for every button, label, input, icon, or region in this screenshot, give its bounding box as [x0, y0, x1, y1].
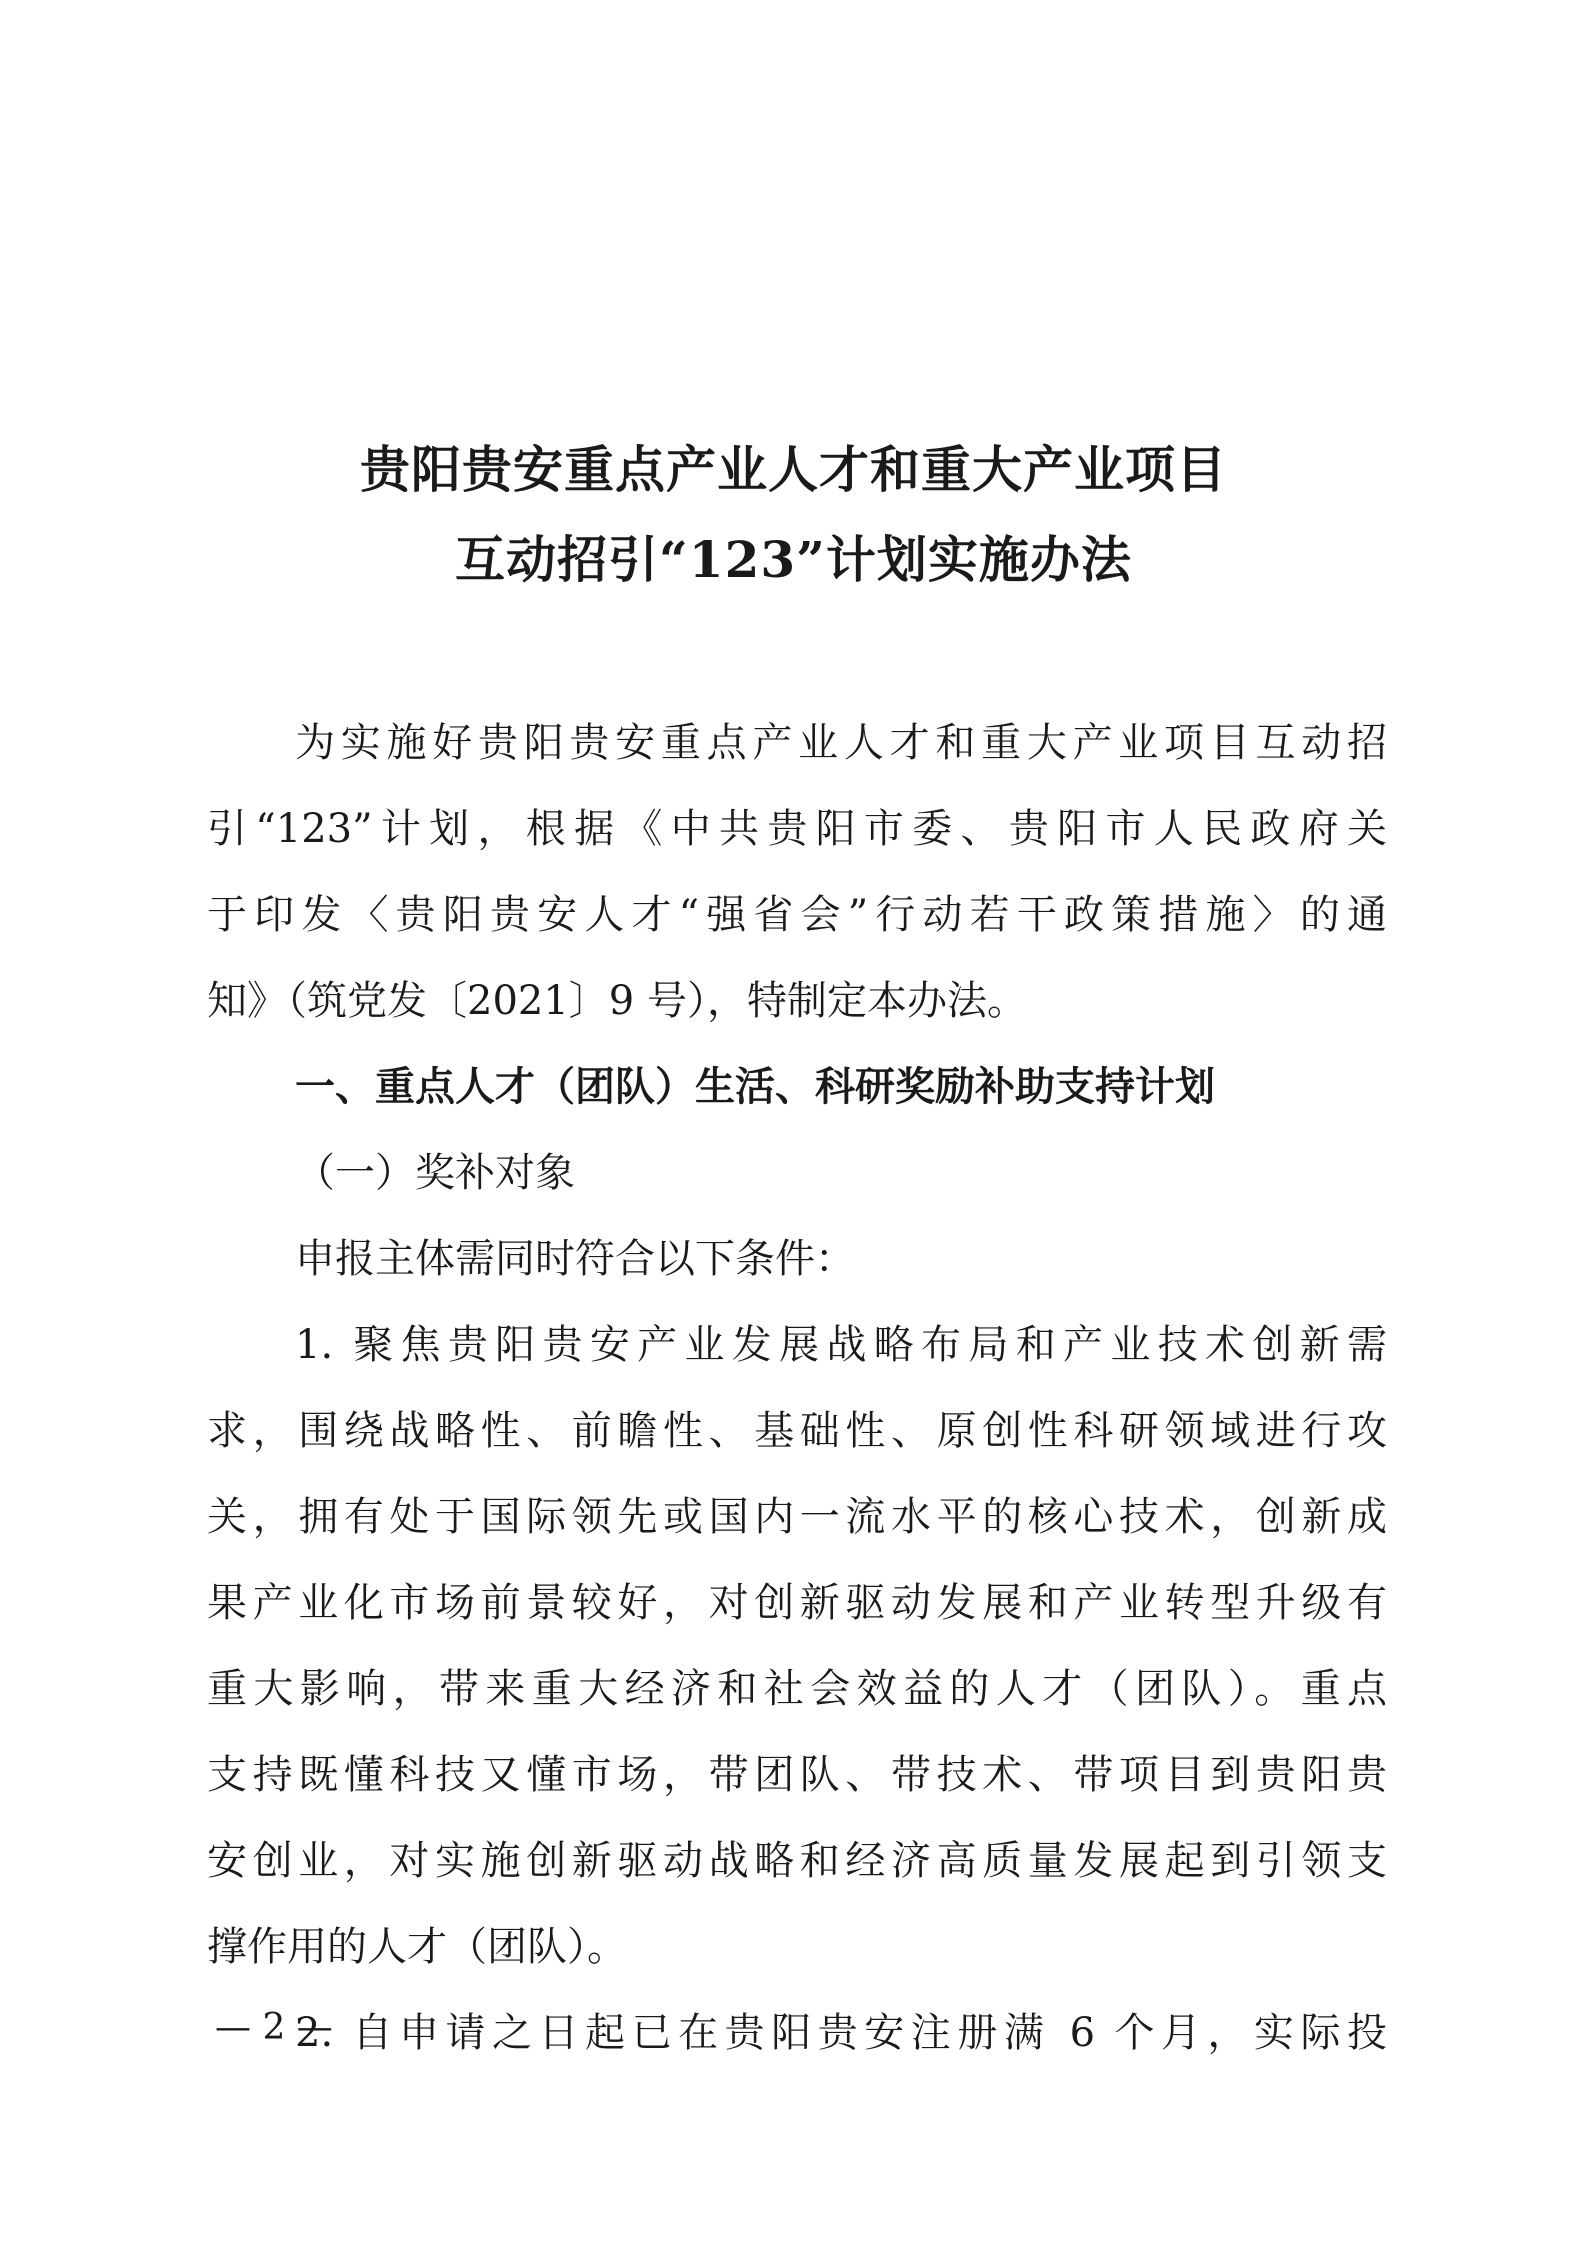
item-1-line: 支持既懂科技又懂市场，带团队、带技术、带项目到贵阳贵: [207, 1752, 1387, 1798]
item-1-line: 1. 聚焦贵阳贵安产业发展战略布局和产业技术创新需: [295, 1322, 1387, 1368]
intro-line: 引“123”计划，根据《中共贵阳市委、贵阳市人民政府关: [207, 806, 1387, 852]
title-line-2: 互动招引“123”计划实施办法: [455, 530, 1132, 589]
item-1-line: 求，围绕战略性、前瞻性、基础性、原创性科研领域进行攻: [207, 1408, 1387, 1454]
conditions-intro: 申报主体需同时符合以下条件：: [295, 1236, 855, 1282]
item-1-line: 撑作用的人才（团队）。: [207, 1924, 627, 1970]
item-1-line: 重大影响，带来重大经济和社会效益的人才（团队）。重点: [207, 1666, 1387, 1712]
document-body: [207, 700, 1387, 2076]
intro-line: 为实施好贵阳贵安重点产业人才和重大产业项目互动招: [295, 720, 1387, 766]
item-2-line: 2. 自申请之日起已在贵阳贵安注册满 6 个月，实际投: [295, 2010, 1387, 2056]
intro-line: 知》（筑党发〔2021〕9 号），特制定本办法。: [207, 978, 1027, 1024]
item-1-line: 安创业，对实施创新驱动战略和经济高质量发展起到引领支: [207, 1838, 1387, 1884]
page-number: — 2 —: [215, 2007, 333, 2048]
subsection-heading: （一）奖补对象: [295, 1150, 575, 1196]
title-line-1: 贵阳贵安重点产业人才和重大产业项目: [360, 440, 1227, 499]
intro-line: 于印发〈贵阳贵安人才“强省会”行动若干政策措施〉的通: [207, 892, 1387, 938]
section-heading: 一、重点人才（团队）生活、科研奖励补助支持计划: [295, 1064, 1215, 1110]
document-title: [0, 425, 1587, 605]
item-1-line: 果产业化市场前景较好，对创新驱动发展和产业转型升级有: [207, 1580, 1387, 1626]
item-1-line: 关，拥有处于国际领先或国内一流水平的核心技术，创新成: [207, 1494, 1387, 1540]
